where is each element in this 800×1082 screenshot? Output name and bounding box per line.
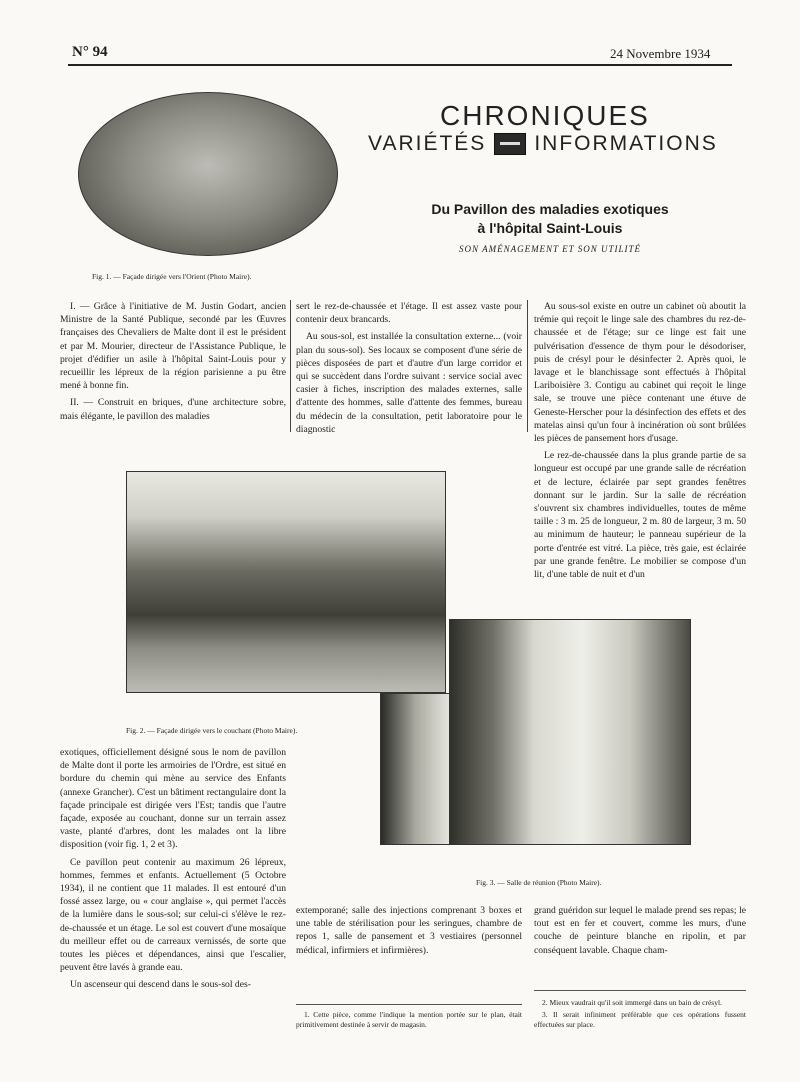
masthead-varietes: VARIÉTÉS xyxy=(368,132,487,155)
paragraph: Le rez-de-chaussée dans la plus grande partie de sa longueur est occupé par une grande salle de récréation et de lecture, éclairée par sept grandes fenêtres donnant sur le jardin. Sur la salle de récréation s'ouvrent six chambres individuelles, toutes de même taille : 3 m. 25 de longueur, 2 m. 80 de largeur, 3 m. 50 au minimum de hauteur; le panneau supérieur de la porte d'entrée est vitré. La pièce, très gaie, est éclairée par une grande fenêtre. Le mobilier se compose d'un lit, d'une table de nuit et d'un xyxy=(534,450,746,581)
footnotes-middle xyxy=(296,1010,522,1032)
photo-east-facade xyxy=(78,92,338,256)
paragraph: II. — Construit en briques, d'une architecture sobre, mais élégante, le pavillon des maladies xyxy=(60,397,286,422)
caption-fig3: Fig. 3. — Salle de réunion (Photo Maire). xyxy=(476,878,602,887)
footnotes-right xyxy=(534,998,746,1032)
footnote-rule xyxy=(296,1004,522,1005)
paragraph: I. — Grâce à l'initiative de M. Justin Godart, ancien Ministre de la Santé Publique, secondé par les Œuvres françaises des Chevaliers de Malte dont il est le président et par M. Mourier, directeur de l'Assistance Publique, le projet d'édifier un asile à l'hôpital Saint-Louis pour y recueillir les lépreux de la région parisienne a pu être mené à bonne fin. xyxy=(60,301,286,392)
masthead-line2 xyxy=(368,132,718,156)
photo-west-facade xyxy=(126,471,446,693)
footnote: 1. Cette pièce, comme l'indique la mention portée sur le plan, était primitivement destinée à servir de magasin. xyxy=(296,1010,522,1029)
article-title-line2: à l'hôpital Saint-Louis xyxy=(477,220,623,236)
header-rule xyxy=(68,64,732,66)
paragraph: Un ascenseur qui descend dans le sous-sol des- xyxy=(70,979,251,991)
article-title xyxy=(370,200,730,238)
column-3-top xyxy=(534,300,746,585)
masthead-informations: INFORMATIONS xyxy=(534,132,718,155)
photo-hall-left-panel xyxy=(380,693,450,845)
article-title-line1: Du Pavillon des maladies exotiques xyxy=(431,201,669,217)
paragraph: extemporané; salle des injections comprenant 3 boxes et une table de stérilisation pour les seringues, chambre de repos 1, salle de pansement et 3 vestiaires (personnel médical, infirmiers et infirmières). xyxy=(296,905,522,956)
article-subtitle: SON AMÉNAGEMENT ET SON UTILITÉ xyxy=(458,244,642,254)
paragraph: Ce pavillon peut contenir au maximum 26 lépreux, hommes, femmes et enfants. Actuellement (5 Octobre 1934), il ne contient que 11 malades. Il est entouré d'un fossé assez large, ou « cour anglaise », qui permet l'accès de la lumière dans le sous-sol; sur celui-ci s'élève le rez-de-chaussée et un étage. Le sol est couvert d'une mosaïque du meilleur effet ou de carreaux vernissés, de sorte que toutes les pièces et dépendances, ainsi que l'escalier, peuvent être lavés à grande eau. xyxy=(60,856,286,974)
masthead-chroniques: CHRONIQUES xyxy=(440,100,650,131)
column-2-bottom xyxy=(296,904,522,961)
column-2-top xyxy=(296,300,522,440)
column-divider xyxy=(290,300,291,432)
caption-fig2: Fig. 2. — Façade dirigée vers le couchant (Photo Maire). xyxy=(126,726,298,735)
masthead-emblem-icon xyxy=(494,133,526,155)
photo-common-room xyxy=(449,619,691,845)
footnote: 2. Mieux vaudrait qu'il soit immergé dans un bain de crésyl. xyxy=(542,998,722,1007)
issue-date: 24 Novembre 1934 xyxy=(610,46,711,61)
issue-number: N° 94 xyxy=(72,44,108,60)
footnote: 3. Il serait infiniment préférable que ces opérations fussent effectuées sur place. xyxy=(534,1010,746,1029)
column-1-top xyxy=(60,300,286,427)
column-1-bottom xyxy=(60,746,286,996)
footnote-rule xyxy=(534,990,746,991)
paragraph: Au sous-sol, est installée la consultation externe... (voir plan du sous-sol). Ses locaux se composent d'une série de pièces disposées de part et d'autre d'un large corridor et qui se succèdent dans l'ordre suivant : service social avec casier à fiches, inscription des malades externes, salle d'attente des hommes, salle d'attente des femmes, bureau du médecin de la consultation, petit laboratoire pour le diagnostic xyxy=(296,331,522,435)
paragraph: exotiques, officiellement désigné sous le nom de pavillon de Malte dont il porte les armoiries de l'Ordre, est situé en bordure du chemin qui mène au service des Enfants (annexe Grancher). C'est un bâtiment rectangulaire dont la façade principale est dirigée vers l'Est; tandis que l'autre façade, exposée au couchant, donne sur un terrain assez vaste, planté d'arbres, dont les malades ont la libre disposition (voir fig. 1, 2 et 3). xyxy=(60,747,286,851)
column-3-bottom xyxy=(534,904,746,961)
column-divider xyxy=(527,300,528,432)
paragraph: Au sous-sol existe en outre un cabinet où aboutit la trémie qui reçoit le linge sale des chambres du rez-de-chaussée et de l'étage; sur ce linge est fait une pulvérisation d'essence de thym pour le désodoriser, puis de crésyl pour le désinfecter 2. Après quoi, le lavage et le blanchissage sont effectués à l'hôpital Lariboisière 3. Contigu au cabinet qui reçoit le linge sale, se trouve une pièce contenant une étuve de Geneste-Herscher pour la désinfection des effets et des matelas ainsi qu'un four à incinération où sont brûlées les pièces de pansement hors d'usage. xyxy=(534,301,746,445)
caption-fig1: Fig. 1. — Façade dirigée vers l'Orient (Photo Maire). xyxy=(92,272,252,281)
paragraph: sert le rez-de-chaussée et l'étage. Il est assez vaste pour contenir deux brancards. xyxy=(296,301,522,326)
paragraph: grand guéridon sur lequel le malade prend ses repas; le tout est en fer et couvert, comme les murs, d'une couche de peinture blanche en ripolin, et par conséquent lavable. Chaque cham- xyxy=(534,905,746,956)
